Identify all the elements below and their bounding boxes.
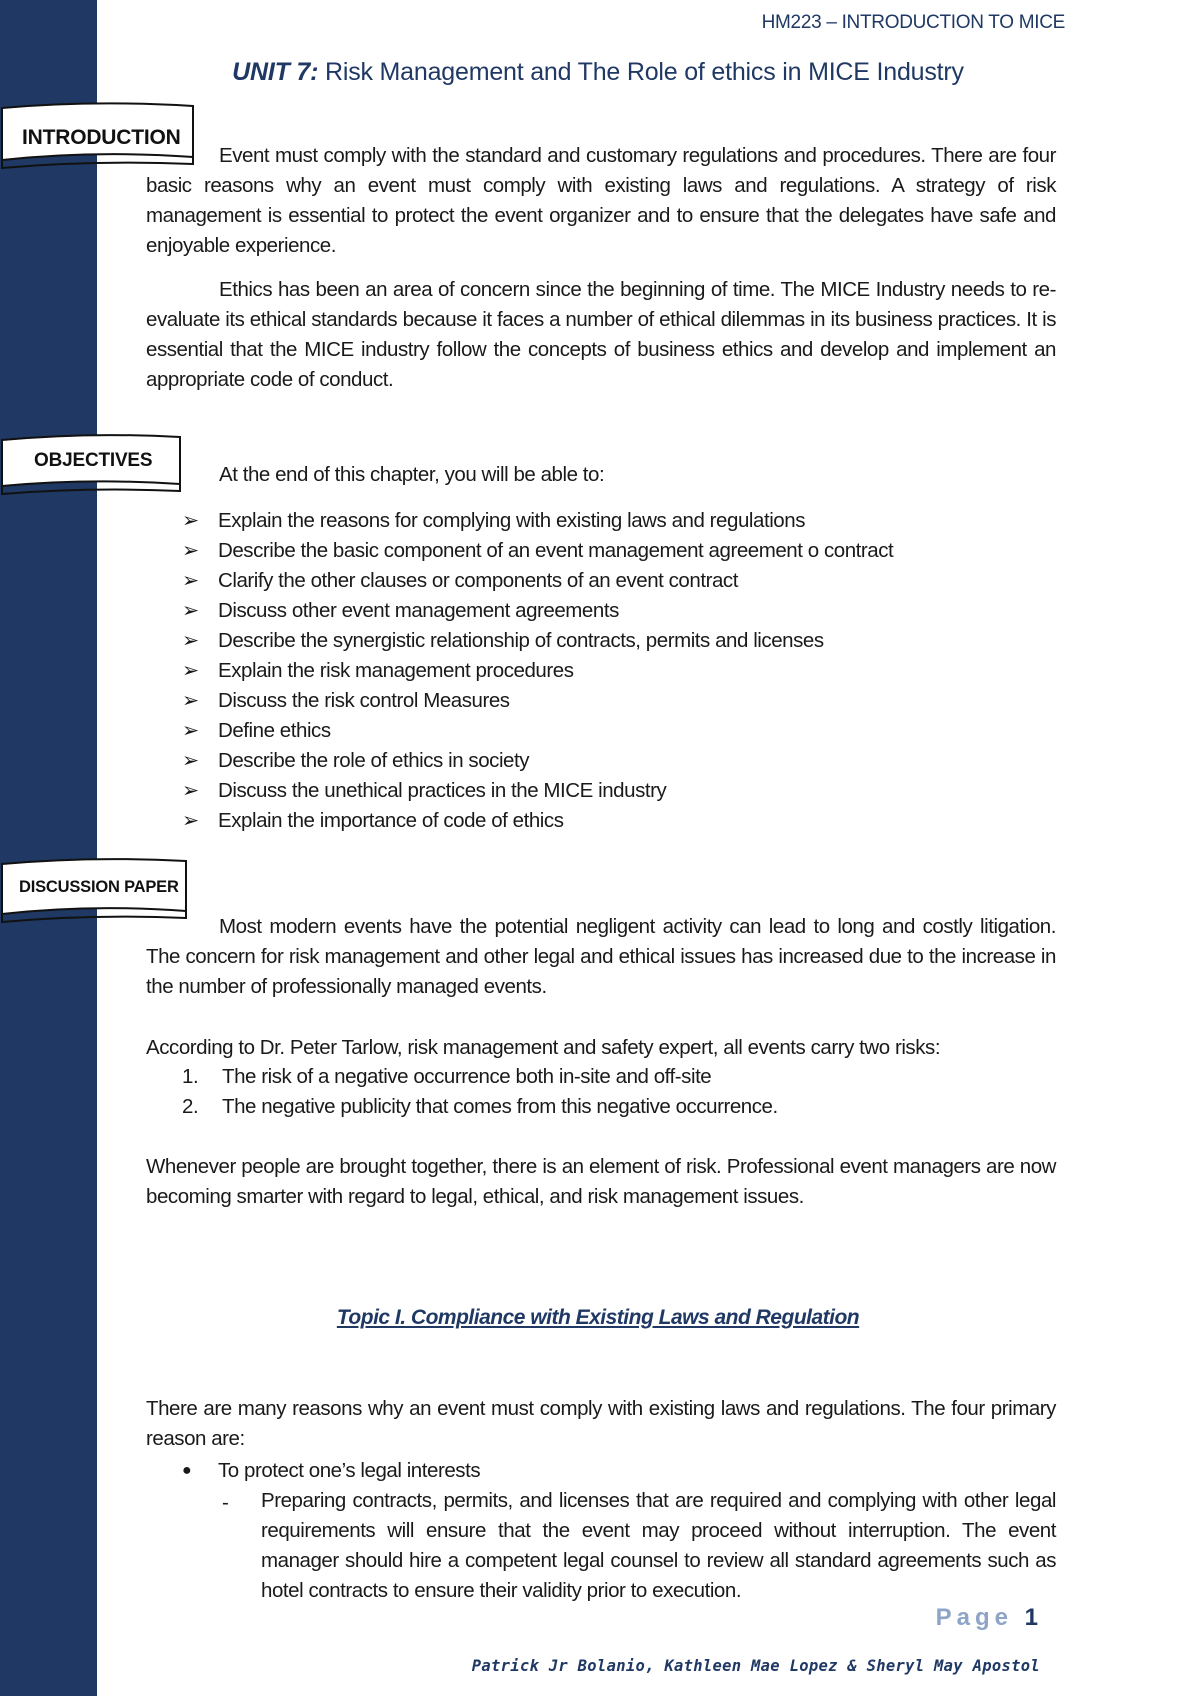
objectives-banner — [0, 432, 185, 500]
course-header: HM223 – INTRODUCTION TO MICE — [761, 12, 1065, 33]
arrow-bullet-icon: ➢ — [182, 749, 199, 772]
list-item: ➢ Clarify the other clauses or components of an event contract — [182, 566, 893, 596]
unit-label: UNIT 7: — [232, 58, 319, 86]
introduction-label: INTRODUCTION — [22, 126, 181, 149]
discussion-label: DISCUSSION PAPER — [19, 878, 179, 896]
page-number — [936, 1604, 1038, 1632]
arrow-bullet-icon: ➢ — [182, 629, 199, 652]
page-label: Page — [935, 1604, 1013, 1631]
list-item: ➢ Explain the risk management procedures — [182, 656, 893, 686]
list-item: ➢ Explain the importance of code of ethics — [182, 806, 893, 836]
list-item: ➢ Explain the reasons for complying with existing laws and regulations — [182, 506, 893, 536]
sidebar-band — [0, 0, 97, 1696]
list-item: 2. The negative publicity that comes from this negative occurrence. — [182, 1095, 778, 1118]
list-item: ➢ Describe the synergistic relationship of contracts, permits and licenses — [182, 626, 893, 656]
unit-title-text: Risk Management and The Role of ethics in MICE Industry — [318, 58, 964, 86]
discussion-paragraph-3: Whenever people are brought together, there is an element of risk. Professional event managers are now becoming smarter with regard to legal, ethical, and risk management issues. — [146, 1155, 1056, 1208]
discussion-paragraph-1: Most modern events have the potential negligent activity can lead to long and costly litigation. The concern for risk management and other legal and ethical issues has increased due to the increase in the number of professionally managed events. — [146, 915, 1056, 998]
list-item: ➢ Define ethics — [182, 716, 893, 746]
discussion-paragraph-2: According to Dr. Peter Tarlow, risk management and safety expert, all events carry two risks: — [146, 1036, 941, 1059]
intro-paragraph-1: Event must comply with the standard and customary regulations and procedures. There are four basic reasons why an event must comply with existing laws and regulations. A strategy of risk management is essential to protect the event organizer and to ensure that the delegates have safe and enjoyable experience. — [146, 144, 1056, 257]
arrow-bullet-icon: ➢ — [182, 509, 199, 532]
topic-heading: Topic I. Compliance with Existing Laws and Regulation — [336, 1306, 860, 1329]
page-number-value: 1 — [1024, 1604, 1038, 1631]
list-item: ➢ Describe the role of ethics in society — [182, 746, 893, 776]
arrow-bullet-icon: ➢ — [182, 779, 199, 802]
list-item: ➢ Discuss the risk control Measures — [182, 686, 893, 716]
objectives-label: OBJECTIVES — [34, 450, 153, 471]
list-item: ● To protect one’s legal interests — [182, 1456, 480, 1486]
arrow-bullet-icon: ➢ — [182, 689, 199, 712]
risks-list — [182, 1062, 778, 1122]
arrow-bullet-icon: ➢ — [182, 539, 199, 562]
arrow-bullet-icon: ➢ — [182, 569, 199, 592]
bullet-dot-icon: ● — [182, 1462, 192, 1479]
objectives-lead: At the end of this chapter, you will be able to: — [219, 463, 605, 486]
arrow-bullet-icon: ➢ — [182, 719, 199, 742]
intro-paragraph-2: Ethics has been an area of concern since the beginning of time. The MICE Industry needs to re-evaluate its ethical standards because it faces a number of ethical dilemmas in its business practices. It is essential that the MICE industry follow the concepts of business ethics and develop and implement an appropriate code of conduct. — [146, 278, 1056, 391]
footer-authors: Patrick Jr Bolanio, Kathleen Mae Lopez & Sheryl May Apostol — [471, 1657, 1040, 1675]
arrow-bullet-icon: ➢ — [182, 809, 199, 832]
arrow-bullet-icon: ➢ — [182, 659, 199, 682]
list-item: 1. The risk of a negative occurrence both in-site and off-site — [182, 1065, 712, 1088]
topic-intro: There are many reasons why an event must comply with existing laws and regulations. The four primary reason are: — [146, 1397, 1056, 1450]
objectives-list — [182, 506, 893, 836]
list-item: ➢ Discuss the unethical practices in the MICE industry — [182, 776, 893, 806]
dash-bullet: - — [222, 1491, 229, 1514]
topic-sub-paragraph: Preparing contracts, permits, and licenses that are required and complying with other legal requirements will ensure that the event may proceed without interruption. The event manager should hire a competent legal counsel to review all standard agreements such as hotel contracts to ensure their validity prior to execution. — [261, 1489, 1056, 1602]
arrow-bullet-icon: ➢ — [182, 599, 199, 622]
list-item: ➢ Describe the basic component of an event management agreement o contract — [182, 536, 893, 566]
list-item: ➢ Discuss other event management agreements — [182, 596, 893, 626]
page-title — [98, 58, 1098, 87]
